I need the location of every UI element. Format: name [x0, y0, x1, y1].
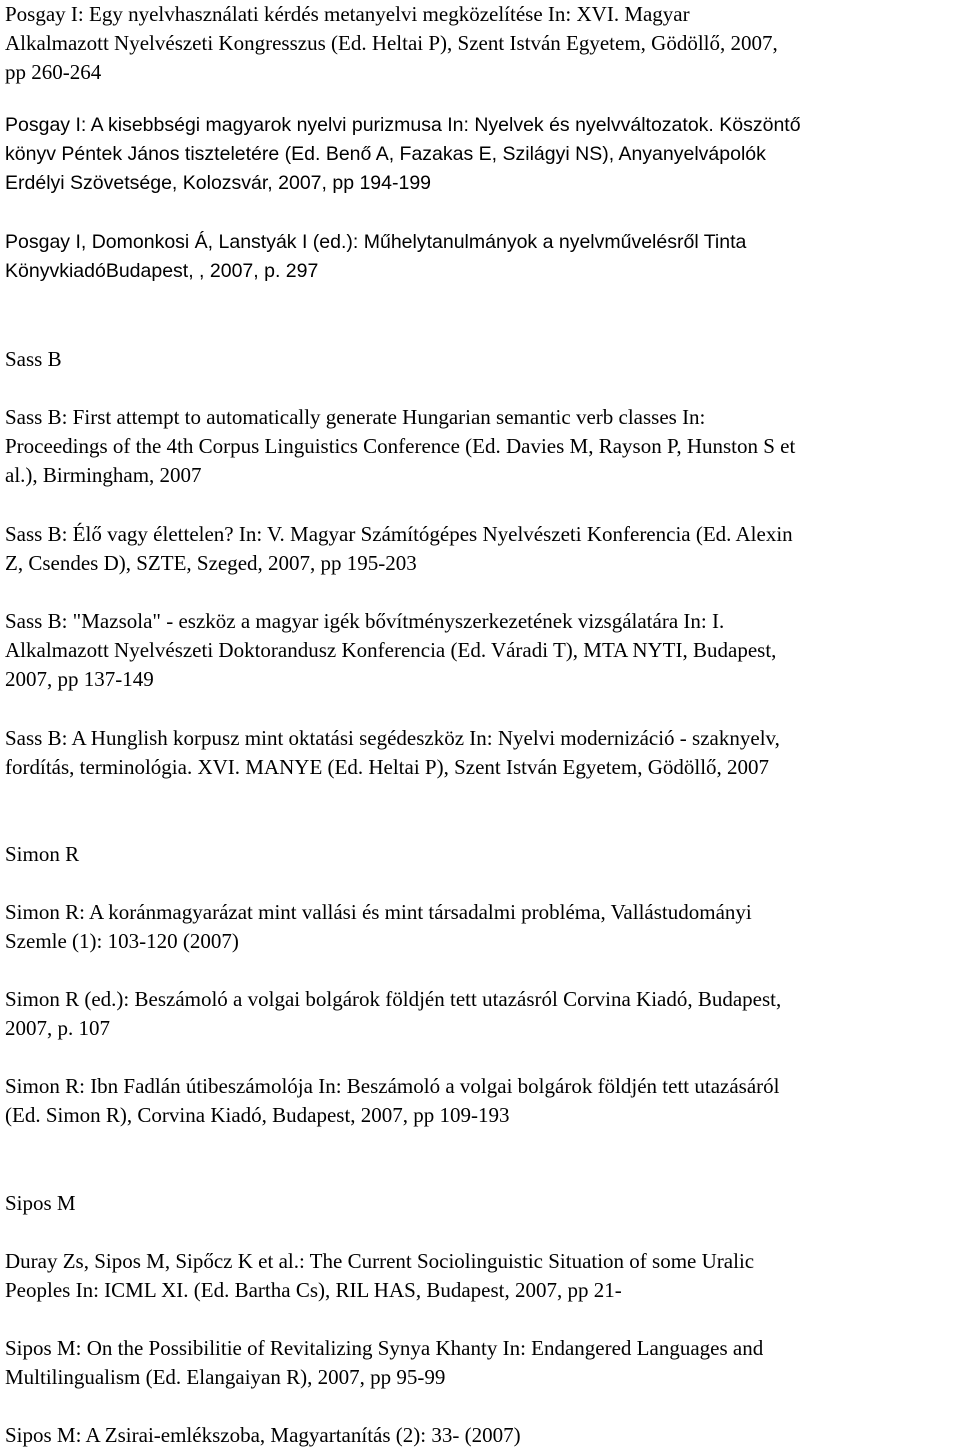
- bibliography-entry: Posgay I, Domonkosi Á, Lanstyák I (ed.): Műhelytanulmányok a nyelvművelésről Tinta KönyvkiadóBudapest, , 2007, p. 297: [5, 231, 747, 282]
- author-heading-sass: Sass B: [5, 347, 62, 371]
- bibliography-entry: Sass B: First attempt to automatically generate Hungarian semantic verb classes In: Proceedings of the 4th Corpus Linguistics Conference (Ed. Davies M, Rayson P, Hunston S et al.), Birmingham, 2007: [5, 405, 796, 487]
- bibliography-entry: Sass B: Élő vagy élettelen? In: V. Magyar Számítógépes Nyelvészeti Konferencia (Ed. Alexin Z, Csendes D), SZTE, Szeged, 2007, pp 195-203: [5, 522, 793, 575]
- bibliography-entry: Sipos M: A Zsirai-emlékszoba, Magyartanítás (2): 33- (2007): [5, 1423, 521, 1447]
- bibliography-entry: Posgay I: A kisebbségi magyarok nyelvi purizmusa In: Nyelvek és nyelvváltozatok. Köszöntő könyv Péntek János tiszteletére (Ed. Benő A, Fazakas E, Szilágyi NS), Anyanyelvápolók Erdélyi Szövetsége, Kolozsvár, 2007, pp 194-199: [5, 114, 801, 194]
- author-heading-sipos: Sipos M: [5, 1191, 76, 1215]
- bibliography-entry: Sass B: "Mazsola" - eszköz a magyar igék bővítményszerkezetének vizsgálatára In: I. Alkalmazott Nyelvészeti Doktorandusz Konferencia (Ed. Váradi T), MTA NYTI, Budapest, 2007, pp 137-149: [5, 609, 777, 691]
- bibliography-entry: Sipos M: On the Possibilitie of Revitalizing Synya Khanty In: Endangered Languages and Multilingualism (Ed. Elangaiyan R), 2007, pp 95-99: [5, 1336, 764, 1389]
- bibliography-entry: Duray Zs, Sipos M, Sipőcz K et al.: The Current Sociolinguistic Situation of some Uralic Peoples In: ICML XI. (Ed. Bartha Cs), RIL HAS, Budapest, 2007, pp 21-: [5, 1249, 755, 1302]
- bibliography-entry: Sass B: A Hunglish korpusz mint oktatási segédeszköz In: Nyelvi modernizáció - szaknyelv, fordítás, terminológia. XVI. MANYE (Ed. Heltai P), Szent István Egyetem, Gödöllő, 2007: [5, 726, 780, 779]
- bibliography-entry: Simon R: Ibn Fadlán útibeszámolója In: Beszámoló a volgai bolgárok földjén tett utazásáról (Ed. Simon R), Corvina Kiadó, Budapest, 2007, pp 109-193: [5, 1074, 780, 1127]
- author-heading-simon: Simon R: [5, 842, 80, 866]
- bibliography-entry: Posgay I: Egy nyelvhasználati kérdés metanyelvi megközelítése In: XVI. Magyar Alkalmazott Nyelvészeti Kongresszus (Ed. Heltai P), Szent István Egyetem, Gödöllő, 2007, pp 260-264: [5, 2, 778, 84]
- bibliography-entry: Simon R (ed.): Beszámoló a volgai bolgárok földjén tett utazásról Corvina Kiadó, Budapest, 2007, p. 107: [5, 987, 782, 1040]
- bibliography-entry: Simon R: A koránmagyarázat mint vallási és mint társadalmi probléma, Vallástudományi Szemle (1): 103-120 (2007): [5, 900, 752, 953]
